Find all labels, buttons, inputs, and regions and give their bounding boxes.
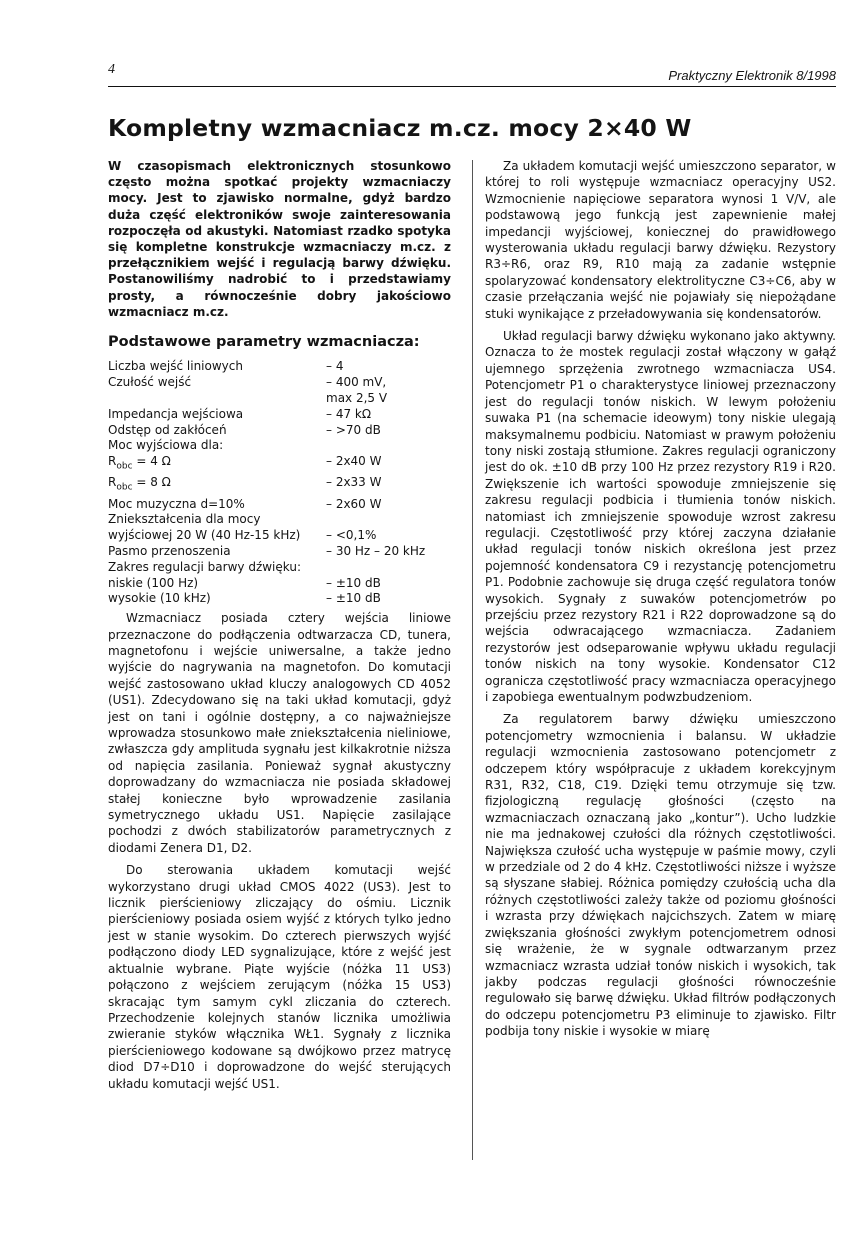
param-label [108,391,326,407]
param-row [108,359,451,375]
param-label: Czułość wejść [108,375,192,390]
magazine-issue: Praktyczny Elektronik 8/1998 [668,68,836,83]
param-value: – 400 mV, [326,375,387,390]
param-label: Impedancja wejściowa [108,406,244,421]
param-value: – ±10 dB [326,575,381,590]
body-paragraph: Układ regulacji barwy dźwięku wykonano jako aktywny. Oznacza to że mostek regulacji został włączony w gałąź ujemnego sprzężenia zwrotnego wzmacniacza US4. Potencjometr P1 o charakterystyce liniowej przeznaczony jest do regulacji tonów niskich. W lewym położeniu suwaka P1 (na schemacie ideowym) tony niskie ulegają maksymalnemu podbiciu. Natomiast w prawym położeniu tony niski zostają stłumione. Zakres regulacji ograniczony jest do ok. ±10 dB przy 100 Hz przez rezystory R19 i R20. Zwiększenie ich wartości spowoduje zmniejszenie się zakresu regulacji podbicia i tłumienia tonów niskich. natomiast ich zmniejszenie spowoduje wzrost zakresu regulacji. Częstotliwość przy której zaczyna działanie układ regulacji tonów niskich określona jest przez pojemność kondensatora C9 i rezystancję potencjometru P1. Podobnie zachowuje się druga część regulatora tonów wysokich. Sygnały z suwaków potencjometrów po przejściu przez rezystory R21 i R22 doprowadzone są do wejścia odwracającego wzmacniacza. Zadaniem rezystorów jest odseparowanie wpływu układu regulacji tonów niskich na tony wysokie. Kondensator C12 ogranicza częstotliwość pracy wzmacniacza operacyjnego i zapobiega ewentualnym podwzbudzeniom. [485,329,836,704]
param-row [108,512,451,528]
page-number: 4 [108,62,115,77]
param-row [108,407,451,423]
param-label: Odstęp od zakłóceń [108,422,227,437]
article-title: Kompletny wzmacniacz m.cz. mocy 2×40 W [108,114,692,142]
right-body [485,158,836,1040]
body-paragraph: Za regulatorem barwy dźwięku umieszczono potencjometry wzmocnienia i balansu. W układzie regulacji wzmocnienia zastosowano potencjometr z odczepem który współpracuje z układem korekcyjnym R31, R32, C18, C19. Dzięki temu otrzymuje się tzw. fizjologiczną regulację głośności (często na wzmacniaczach oznaczaną jako „kontur”). Ucho ludzkie nie ma jednakowej czułości dla różnych częstotliwości. Największa czułość ucha występuje w paśmie mowy, czyli w przedziale od 2 do 4 kHz. Częstotliwości niższe i wyższe są słyszane słabiej. Różnica pomiędzy czułością ucha dla różnych częstotliwości zależy także od poziomu głośności i wzrasta przy dźwiękach najcichszych. Zatem w miarę zwiększania głośności zwykłym potencjometrem odnosi się wrażenie, że w sygnale odtwarzanym przez wzmacniacz wzrasta udział tonów niskich i wysokich, tak jakby podczas regulacji głośności równocześnie regulowało się barwę dźwięku. Układ filtrów podłączonych do odczepu potencjometru P3 eliminuje to zjawisko. Filtr podbija tony niskie i wysokie w miarę [485,712,836,1039]
param-label: Liczba wejść liniowych [108,359,243,374]
param-value: – 2x60 W [326,496,382,511]
left-body [108,610,451,1092]
param-value: – >70 dB [326,422,381,437]
param-label: $R_{obc} = 4$ Ω [108,454,171,472]
param-row [108,475,451,496]
param-value: – 2x40 W [326,454,382,469]
param-value: – 4 [326,359,344,374]
params-table [108,359,451,607]
body-paragraph: Do sterowania układem komutacji wejść wykorzystano drugi układ CMOS 4022 (US3). Jest to licznik pierścieniowy zliczający do ośmiu. Licznik pierścieniowy posiada osiem wyjść z których tylko jedno jest w stanie wysokim. Do czterech pierwszych wyjść podłączono diody LED sygnalizujące, które z wejść jest aktualnie wybrane. Piąte wyjście (nóżka 11 US3) połączono z wejściem zerującym (nóżka 15 US3) skracając tym samym cykl zliczania do czterech. Przechodzenie kolejnych stanów licznika umożliwia zwieranie styków włącznika WŁ1. Sygnały z licznika pierścieniowego kodowane są dwójkowo przez matrycę diod D7÷D10 i doprowadzone do wejść sterujących układu komutacji wejść US1. [108,863,451,1091]
param-row [108,591,451,607]
param-row [108,454,451,475]
body-paragraph: Wzmacniacz posiada cztery wejścia liniowe przeznaczone do podłączenia odtwarzacza CD, tunera, magnetofonu i wejście uniwersalne, a także jedno wyjście do nagrywania na magnetofon. Do komutacji wejść zastosowano układ kluczy analogowych CD 4052 (US1). Zdecydowano się na taki układ komutacji, gdyż jest on tani i ogólnie dostępny, a co najważniejsze wprowadza stosunkowo małe zniekształcenia nieliniowe, zwłaszcza gdy amplituda sygnału jest kilkakrotnie niższa od napięcia zasilania. Ponieważ sygnał akustyczny doprowadzany do wzmacniacza nie posiada składowej stałej konieczne było wprowadzenie zasilania symetrycznego układu US1. Napięcie zasilające pochodzi z dwóch stabilizatorów parametrycznych z diodami Zenera D1, D2. [108,611,451,855]
param-label: wysokie (10 kHz) [108,591,211,606]
param-row [108,423,451,439]
param-value: max 2,5 V [326,391,388,406]
right-column [485,158,836,1040]
param-row [108,560,451,576]
params-heading: Podstawowe parametry wzmacniacza: [108,334,420,351]
param-row [108,375,451,391]
param-row [108,576,451,592]
param-value [326,438,451,454]
lead-paragraph: W czasopismach elektronicznych stosunkowo często można spotkać projekty wzmacniaczy mocy. Jest to zjawisko normalne, gdyż bardzo duża część elektroników swoje zainteresowania rozpoczęła od akustyki. Natomiast rzadko spotyka się kompletne konstrukcje wzmacniaczy m.cz. z przełącznikiem wejść i regulacją barwy dźwięku. Postanowiliśmy nadrobić to i przedstawiamy prosty, a równocześnie dobry jakościowo wzmacniacz m.cz. [108,159,451,319]
body-paragraph: Za układem komutacji wejść umieszczono separator, w której to roli występuje wzmacniacz operacyjny US2. Wzmocnienie napięciowe separatora wynosi 1 V/V, ale podstawową jego funkcją jest zapewnienie małej impedancji wyjściowej, koniecznej do prawidłowego wysterowania układu regulacji barwy dźwięku. Rezystory R3÷R6, oraz R9, R10 mają za zadanie wstępnie spolaryzować kondensatory elektrolityczne C3÷C6, aby w czasie przełączania wejść nie pojawiały się niepożądane stuki wynikające z przeładowywania się kondensatorów. [485,159,836,321]
param-row [108,497,451,513]
param-label: Pasmo przenoszenia [108,543,231,558]
param-label: Moc muzyczna d=10% [108,496,245,511]
param-label: Zniekształcenia dla mocy [108,512,261,527]
param-value: – 2x33 W [326,475,382,490]
param-label: Zakres regulacji barwy dźwięku: [108,559,301,574]
param-row [108,438,451,454]
param-value: – 47 kΩ [326,406,372,421]
param-row [108,391,451,407]
param-value [326,560,451,576]
param-label: $R_{obc} = 8$ Ω [108,475,171,493]
param-row [108,544,451,560]
header-rule [108,86,836,87]
param-value [326,512,451,528]
left-column [108,158,451,1092]
column-divider [472,160,473,1160]
param-label: Moc wyjściowa dla: [108,438,224,453]
param-value: – <0,1% [326,528,377,543]
param-label: niskie (100 Hz) [108,575,199,590]
param-value: – ±10 dB [326,591,381,606]
param-row [108,528,451,544]
param-label: wyjściowej 20 W (40 Hz-15 kHz) [108,528,301,543]
param-value: – 30 Hz – 20 kHz [326,543,426,558]
